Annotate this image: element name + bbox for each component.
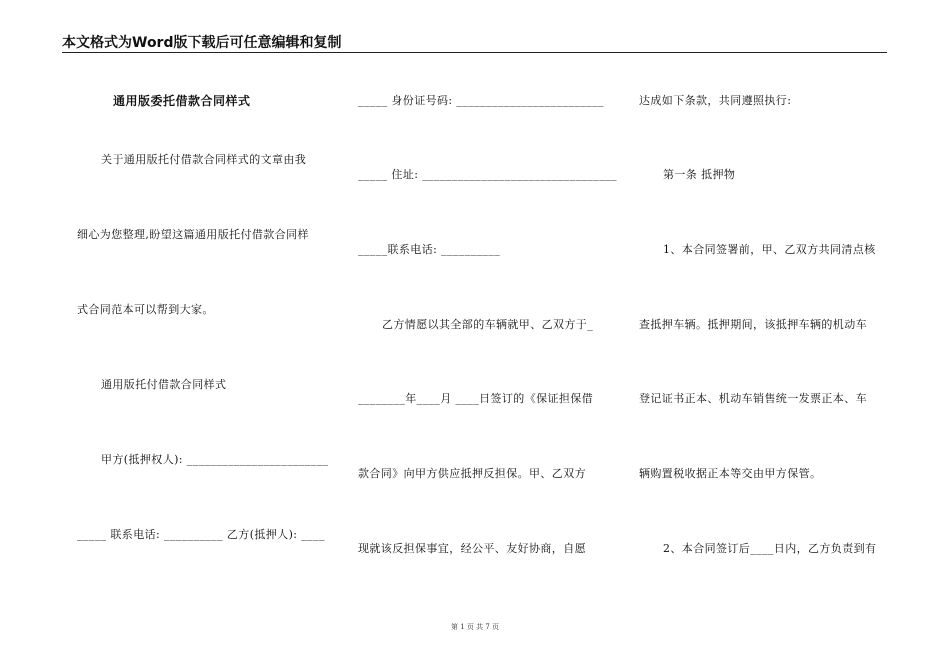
paragraph-line: 关于通用版托付借款合同样式的文章由我 bbox=[101, 153, 307, 166]
page-number-footer: 第 1 页 共 7 页 bbox=[450, 623, 500, 631]
header-divider bbox=[62, 52, 887, 53]
paragraph-line: ________年____月 ____日签订的《保证担保借 bbox=[358, 392, 594, 405]
paragraph-line: 式合同范本可以帮到大家。 bbox=[77, 303, 214, 316]
paragraph-line: 2、本合同签订后____日内，乙方负责到有 bbox=[663, 542, 877, 555]
document-title: 通用版委托借款合同样式 bbox=[113, 94, 251, 108]
paragraph-line: 款合同》向甲方供应抵押反担保。甲、乙双方 bbox=[358, 467, 586, 480]
paragraph-line: 达成如下条款，共同遵照执行: bbox=[639, 94, 792, 107]
paragraph-line: 通用版托付借款合同样式 bbox=[101, 378, 227, 391]
paragraph-line: 乙方情愿以其全部的车辆就甲、乙双方于_ bbox=[382, 318, 594, 331]
paragraph-line: 查抵押车辆。抵押期间，该抵押车辆的机动车 bbox=[639, 318, 867, 331]
phone-line: _____联系电话: __________ bbox=[358, 243, 501, 256]
address-line: _____ 住址: _________________________________ bbox=[358, 168, 617, 181]
section-heading: 第一条 抵押物 bbox=[663, 168, 736, 181]
paragraph-line: 细心为您整理,盼望这篇通用版托付借款合同样 bbox=[77, 228, 309, 241]
party-a-line: 甲方(抵押权人): ________________________ bbox=[101, 453, 329, 466]
party-b-line: _____ 联系电话: __________ 乙方(抵押人): ____ bbox=[77, 528, 325, 541]
document-header-banner: 本文格式为Word版下载后可任意编辑和复制 bbox=[62, 35, 342, 51]
paragraph-line: 现就该反担保事宜，经公平、友好协商，自愿 bbox=[358, 542, 586, 555]
paragraph-line: 辆购置税收据正本等交由甲方保管。 bbox=[639, 467, 822, 480]
paragraph-line: 1、本合同签署前，甲、乙双方共同清点核 bbox=[663, 243, 876, 256]
id-number-line: _____ 身份证号码: _________________________ bbox=[358, 94, 604, 107]
paragraph-line: 登记证书正本、机动车销售统一发票正本、车 bbox=[639, 392, 867, 405]
